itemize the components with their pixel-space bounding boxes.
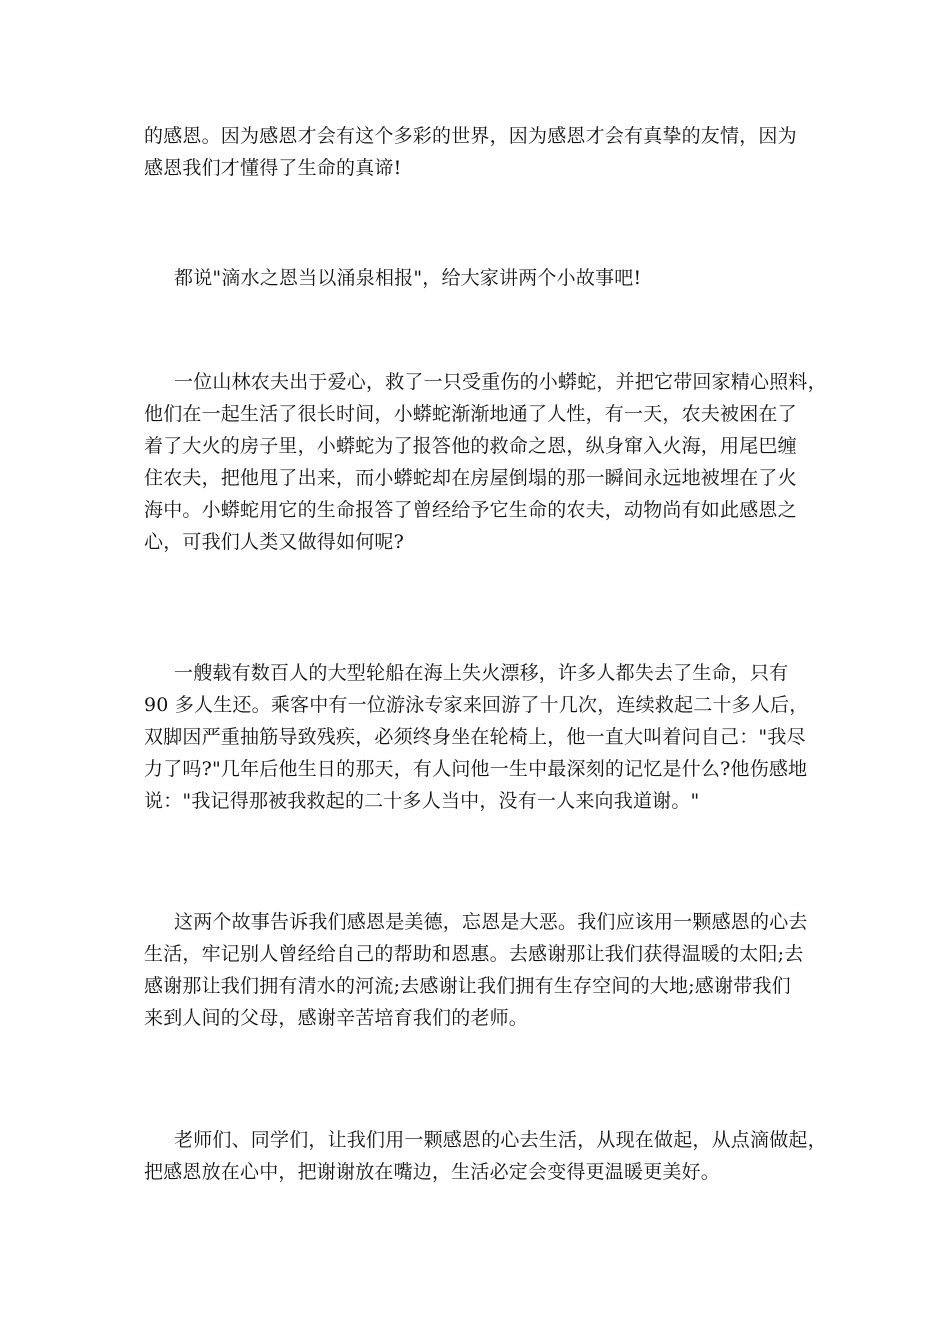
text-line: 力了吗?"几年后他生日的那天，有人问他一生中最深刻的记忆是什么?他伤感地 (144, 758, 808, 780)
paragraph-story-python (144, 366, 827, 558)
paragraph-proverb (144, 262, 808, 294)
text-line: 感恩我们才懂得了生命的真谛! (144, 157, 402, 179)
text-line: 海中。小蟒蛇用它的生命报答了曾经给予它生命的农夫，动物尚有如此感恩之 (144, 499, 797, 521)
paragraph-closing (144, 1124, 827, 1188)
text-line: 的感恩。因为感恩才会有这个多彩的世界，因为感恩才会有真挚的友情，因为 (144, 125, 797, 147)
text-line: 生活，牢记别人曾经给自己的帮助和恩惠。去感谢那让我们获得温暖的太阳;去 (144, 943, 804, 965)
text-line: 心，可我们人类又做得如何呢? (144, 531, 404, 553)
text-line: 一位山林农夫出于爱心，救了一只受重伤的小蟒蛇，并把它带回家精心照料， (174, 371, 827, 393)
text-line: 老师们、同学们，让我们用一颗感恩的心去生活，从现在做起，从点滴做起， (174, 1129, 827, 1151)
text-line: 双脚因严重抽筋导致残疾，必须终身坐在轮椅上，他一直大叫着问自己："我尽 (144, 726, 806, 748)
text-line: 一艘载有数百人的大型轮船在海上失火漂移，许多人都失去了生命，只有 (174, 662, 789, 684)
paragraph-story-ship (144, 657, 808, 817)
text-line: 他们在一起生活了很长时间，小蟒蛇渐渐地通了人性，有一天，农夫被困在了 (144, 403, 797, 425)
text-line: 说："我记得那被我救起的二十多人当中，没有一人来向我道谢。" (144, 790, 700, 812)
text-line: 着了大火的房子里，小蟒蛇为了报答他的救命之恩，纵身窜入火海，用尾巴缠 (144, 435, 797, 457)
text-line: 感谢那让我们拥有清水的河流;去感谢让我们拥有生存空间的大地;感谢带我们 (144, 975, 791, 997)
text-line: 来到人间的父母，感谢辛苦培育我们的老师。 (144, 1007, 529, 1029)
text-line: 都说"滴水之恩当以涌泉相报"，给大家讲两个小故事吧! (174, 267, 642, 289)
text-line: 90 多人生还。乘客中有一位游泳专家来回游了十几次，连续救起二十多人后， (144, 694, 809, 716)
paragraph-gratitude-intro (144, 120, 808, 184)
text-line: 这两个故事告诉我们感恩是美德，忘恩是大恶。我们应该用一颗感恩的心去 (174, 911, 808, 933)
text-line: 住农夫，把他甩了出来，而小蟒蛇却在房屋倒塌的那一瞬间永远地被埋在了火 (144, 467, 797, 489)
paragraph-lesson (144, 906, 808, 1034)
text-line: 把感恩放在心中，把谢谢放在嘴边，生活必定会变得更温暖更美好。 (144, 1161, 721, 1183)
